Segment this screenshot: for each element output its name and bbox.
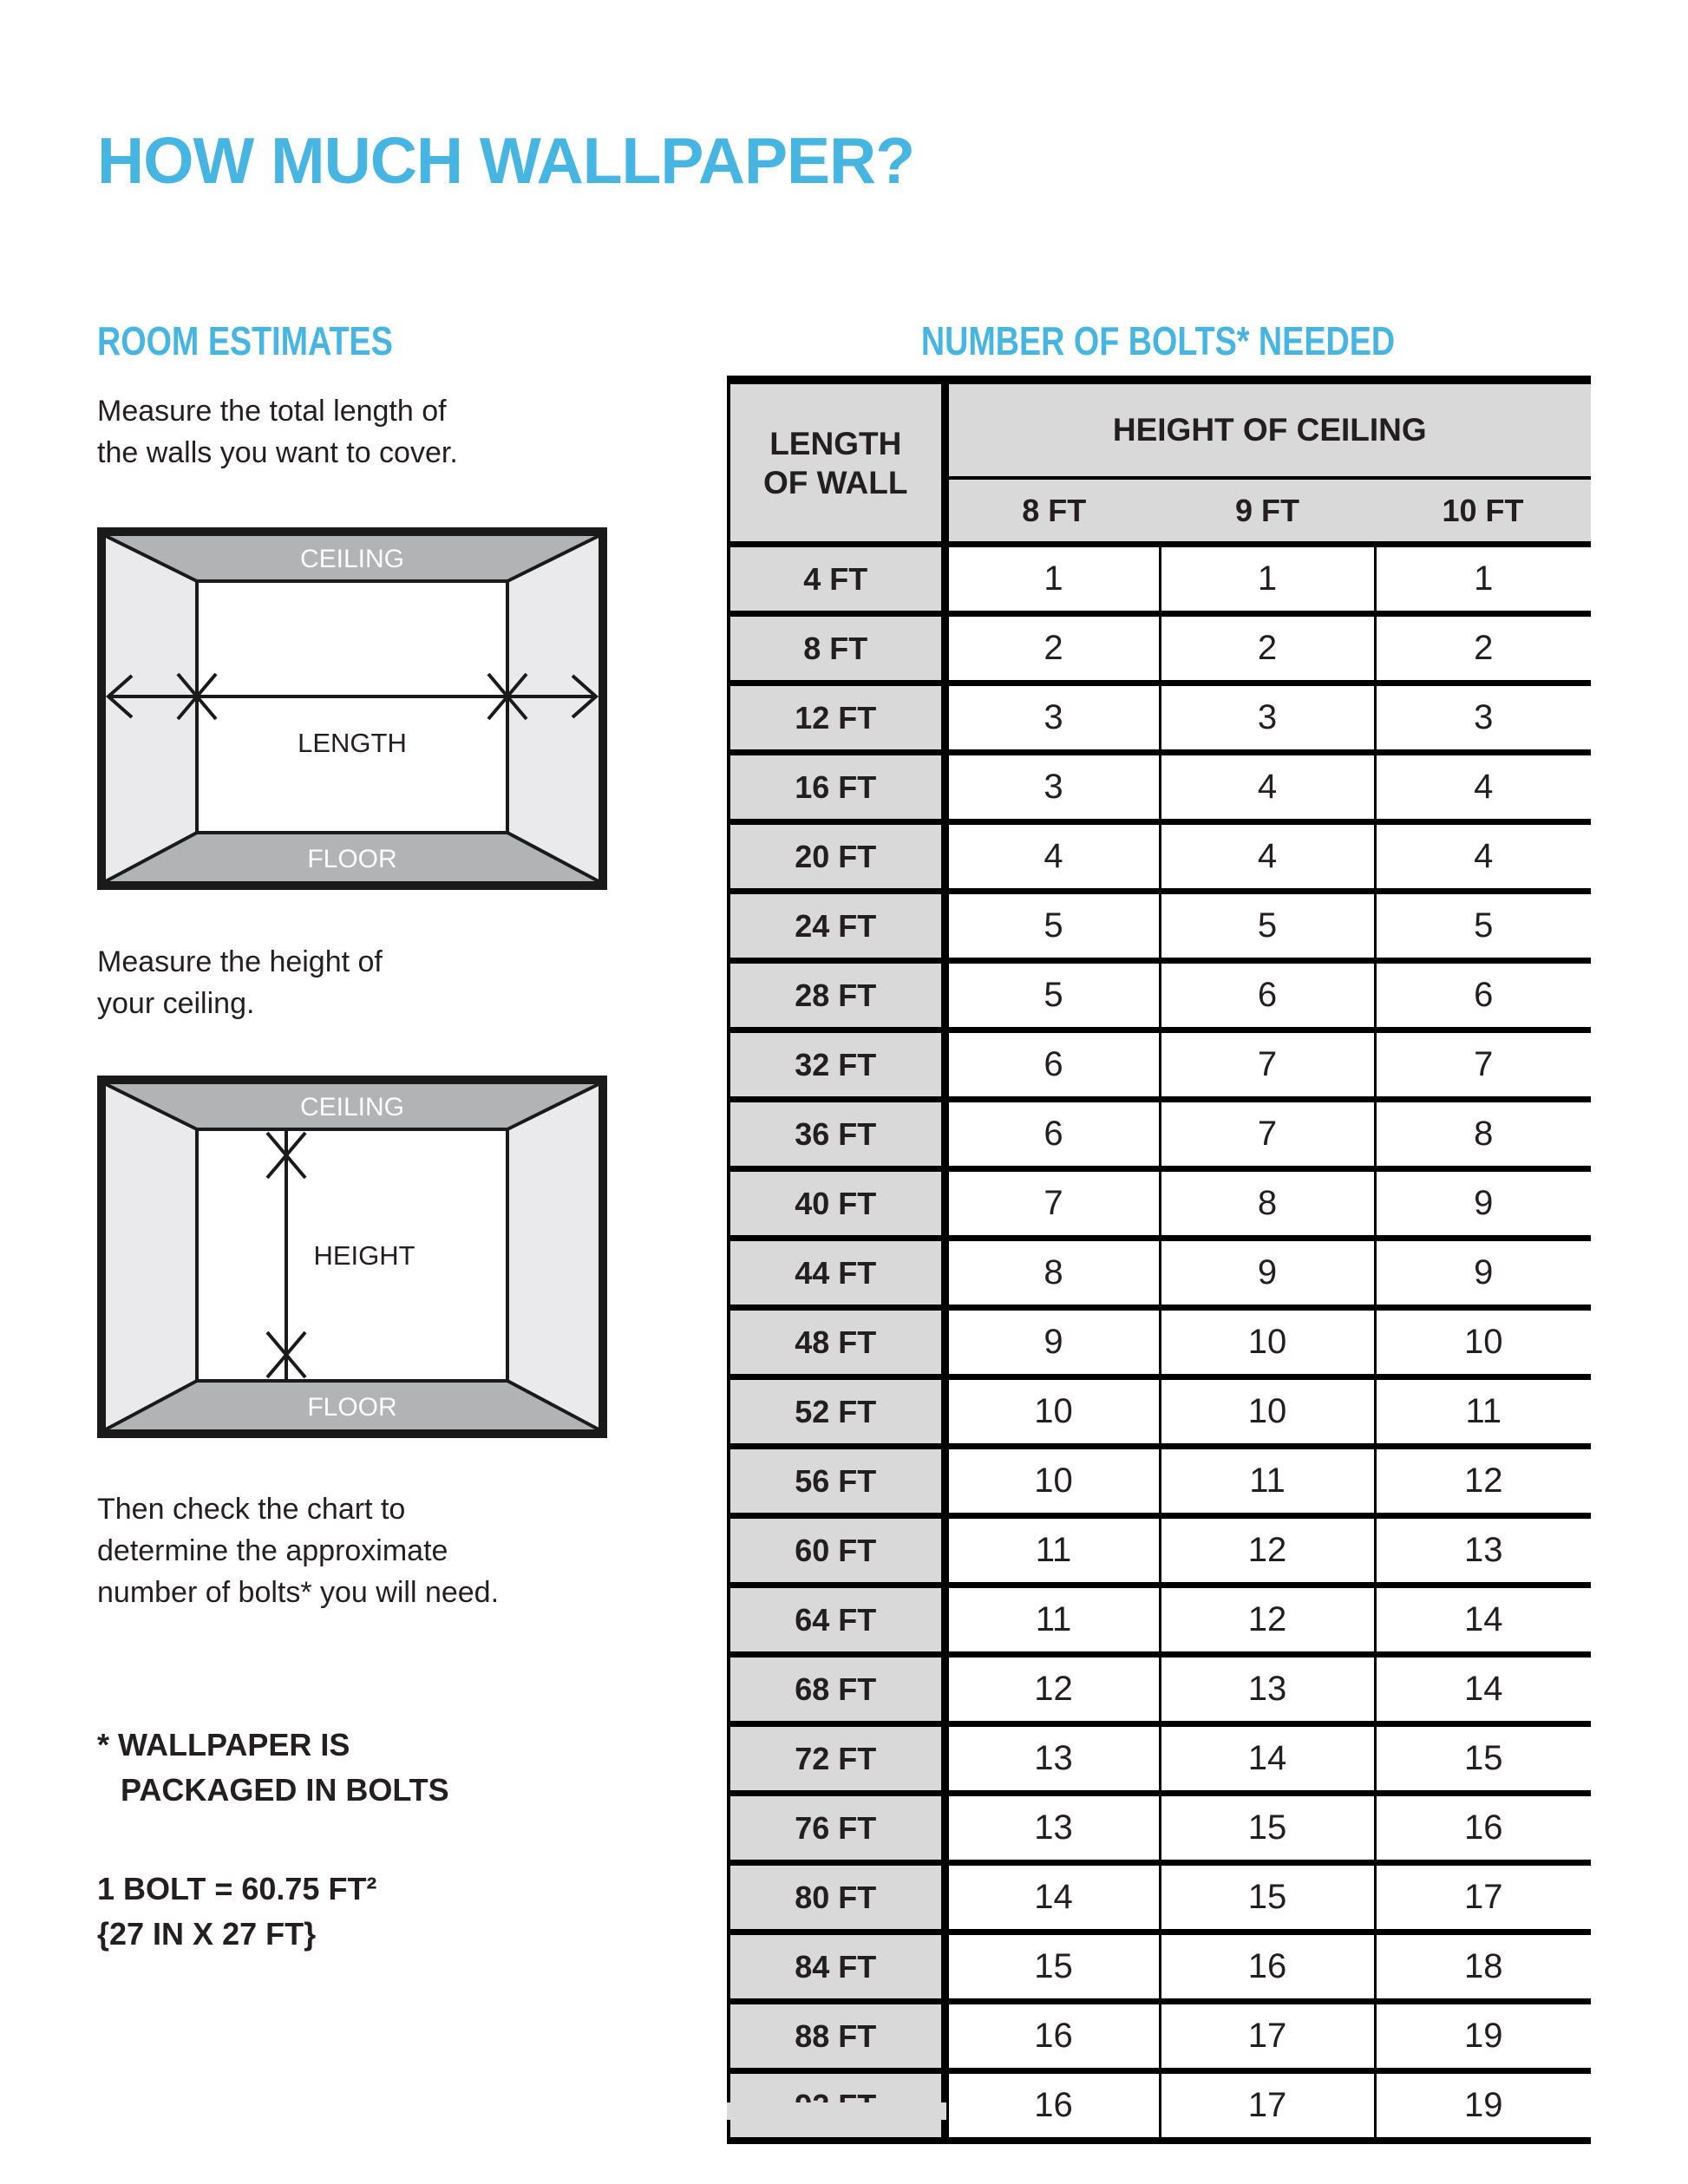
bolt-count-cell: 3 [945,753,1160,822]
wall-length-cell: 56 FT [729,1447,945,1516]
table-row [729,1239,1591,1308]
column-header-9ft: 9 FT [1160,478,1375,545]
back-wall-panel [197,581,507,833]
bolt-count-cell: 14 [1375,1586,1591,1655]
table-row [729,2002,1591,2071]
floor-label: FLOOR [307,1393,397,1422]
bolt-count-cell: 16 [945,2002,1160,2071]
bolt-count-cell: 2 [1375,614,1591,683]
bolt-size-note [97,1867,376,1957]
bolt-count-cell: 13 [945,1794,1160,1863]
wall-length-cell: 88 FT [729,2002,945,2071]
table-row [729,1655,1591,1724]
bolt-count-cell: 6 [945,1100,1160,1169]
bolt-count-cell: 16 [1160,1932,1375,2002]
bolt-count-cell: 19 [1375,2002,1591,2071]
bolt-count-cell: 7 [945,1169,1160,1239]
bolts-table-title: NUMBER OF BOLTS* NEEDED [920,318,1396,363]
row-header-line: OF WALL [763,464,908,500]
column-group-header: HEIGHT OF CEILING [945,380,1591,478]
bolt-count-cell: 10 [1160,1308,1375,1377]
table-row [729,1932,1591,2002]
bolt-count-cell: 3 [1160,683,1375,753]
bolt-count-cell: 4 [1160,753,1375,822]
wall-length-cell: 8 FT [729,614,945,683]
wall-length-cell: 4 FT [729,545,945,614]
bolt-count-cell: 7 [1160,1030,1375,1100]
bolt-count-cell: 10 [1160,1377,1375,1447]
wall-length-cell: 32 FT [729,1030,945,1100]
table-footer-strip [727,2102,946,2120]
text-line: the walls you want to cover. [97,436,458,469]
bolt-count-cell: 10 [945,1377,1160,1447]
bolt-count-cell: 12 [1375,1447,1591,1516]
bolt-count-cell: 12 [945,1655,1160,1724]
wall-length-cell: 20 FT [729,822,945,892]
bolt-count-cell: 8 [1375,1100,1591,1169]
table-row [729,614,1591,683]
row-group-header [729,380,945,545]
wall-length-cell: 44 FT [729,1239,945,1308]
table-row [729,1794,1591,1863]
bolt-count-cell: 5 [945,892,1160,961]
table-row [729,892,1591,961]
bolt-count-cell: 12 [1160,1586,1375,1655]
bolt-count-cell: 8 [1160,1169,1375,1239]
table-row [729,683,1591,753]
bolt-count-cell: 11 [1160,1447,1375,1516]
text-line: * WALLPAPER IS [97,1727,350,1762]
table-row [729,1863,1591,1932]
bolt-count-cell: 5 [1375,892,1591,961]
table-row [729,545,1591,614]
wall-length-cell: 48 FT [729,1308,945,1377]
text-line: number of bolts* you will need. [97,1576,500,1609]
row-header-line: LENGTH [769,425,902,461]
bolt-count-cell: 9 [1375,1239,1591,1308]
bolt-count-cell: 3 [945,683,1160,753]
table-row [729,822,1591,892]
bolt-count-cell: 1 [945,545,1160,614]
bolt-count-cell: 7 [1375,1030,1591,1100]
wall-length-cell: 76 FT [729,1794,945,1863]
bolt-count-cell: 7 [1160,1100,1375,1169]
wall-length-cell: 80 FT [729,1863,945,1932]
bolt-count-cell: 1 [1160,545,1375,614]
bolt-count-cell: 11 [945,1586,1160,1655]
bolt-count-cell: 5 [1160,892,1375,961]
table-row [729,1169,1591,1239]
bolt-count-cell: 2 [945,614,1160,683]
ceiling-label: CEILING [299,1093,405,1121]
bolt-count-cell: 9 [1375,1169,1591,1239]
check-chart-instruction [97,1488,499,1613]
bolt-count-cell: 2 [1160,614,1375,683]
right-wall-panel [507,1084,599,1429]
wall-length-cell: 28 FT [729,961,945,1030]
bolt-count-cell: 16 [945,2071,1160,2141]
wall-length-cell: 52 FT [729,1377,945,1447]
table-row [729,753,1591,822]
bolt-count-cell: 15 [945,1932,1160,2002]
wall-length-cell: 60 FT [729,1516,945,1586]
bolt-count-cell: 18 [1375,1932,1591,2002]
bolt-count-cell: 14 [1160,1724,1375,1794]
bolt-count-cell: 14 [945,1863,1160,1932]
bolt-count-cell: 15 [1160,1863,1375,1932]
bolt-count-cell: 6 [1375,961,1591,1030]
bolt-count-cell: 17 [1160,2071,1375,2141]
bolt-count-cell: 5 [945,961,1160,1030]
wall-length-cell: 72 FT [729,1724,945,1794]
bolt-count-cell: 13 [1160,1655,1375,1724]
height-label: HEIGHT [313,1240,415,1271]
wall-length-cell: 36 FT [729,1100,945,1169]
bolt-count-cell: 6 [1160,961,1375,1030]
wall-length-cell: 12 FT [729,683,945,753]
bolt-count-cell: 10 [945,1447,1160,1516]
bolt-count-cell: 17 [1160,2002,1375,2071]
bolt-count-cell: 10 [1375,1308,1591,1377]
text-line: PACKAGED IN BOLTS [121,1772,449,1808]
length-label: LENGTH [298,728,407,758]
bolt-count-cell: 19 [1375,2071,1591,2141]
wall-length-cell: 16 FT [729,753,945,822]
bolt-count-cell: 4 [1160,822,1375,892]
bolt-count-cell: 13 [1375,1516,1591,1586]
table-row [729,1030,1591,1100]
text-line: Then check the chart to [97,1493,406,1526]
table-row [729,1308,1591,1377]
bolt-count-cell: 14 [1375,1655,1591,1724]
table-row [729,1724,1591,1794]
bolt-count-cell: 4 [945,822,1160,892]
ceiling-label: CEILING [299,545,405,573]
table-row [729,961,1591,1030]
table-row [729,1100,1591,1169]
bolts-needed-table [727,376,1591,2144]
text-line: 1 BOLT = 60.75 FT² [97,1871,377,1906]
measure-height-instruction [97,941,383,1024]
left-wall-panel [106,1084,197,1429]
bolt-count-cell: 8 [945,1239,1160,1308]
bolt-count-cell: 9 [1160,1239,1375,1308]
room-height-diagram [97,1076,607,1438]
wall-length-cell: 40 FT [729,1169,945,1239]
bolt-count-cell: 9 [945,1308,1160,1377]
bolt-count-cell: 16 [1375,1794,1591,1863]
page-title: HOW MUCH WALLPAPER? [97,124,915,198]
bolt-count-cell: 1 [1375,545,1591,614]
table-row [729,1586,1591,1655]
room-length-diagram [97,527,607,890]
wall-length-cell: 68 FT [729,1655,945,1724]
bolt-count-cell: 11 [945,1516,1160,1586]
bolt-count-cell: 15 [1160,1794,1375,1863]
bolt-count-cell: 17 [1375,1863,1591,1932]
bolt-count-cell: 4 [1375,753,1591,822]
wall-length-cell: 24 FT [729,892,945,961]
room-estimates-heading: ROOM ESTIMATES [97,318,393,363]
bolt-count-cell: 6 [945,1030,1160,1100]
bolt-count-cell: 15 [1375,1724,1591,1794]
floor-label: FLOOR [307,845,397,873]
text-line: your ceiling. [97,987,255,1020]
bolt-count-cell: 13 [945,1724,1160,1794]
table-row [729,1516,1591,1586]
text-line: Measure the height of [97,945,383,978]
column-header-8ft: 8 FT [945,478,1160,545]
table-row [729,1447,1591,1516]
bolt-count-cell: 3 [1375,683,1591,753]
table-row [729,1377,1591,1447]
bolt-count-cell: 4 [1375,822,1591,892]
text-line: Measure the total length of [97,395,447,428]
bolts-footnote [97,1723,449,1813]
column-header-10ft: 10 FT [1375,478,1591,545]
text-line: determine the approximate [97,1534,448,1567]
bolt-count-cell: 12 [1160,1516,1375,1586]
bolt-count-cell: 11 [1375,1377,1591,1447]
text-line: {27 IN X 27 FT} [97,1916,317,1952]
wall-length-cell: 84 FT [729,1932,945,2002]
measure-length-instruction [97,390,458,474]
wall-length-cell: 64 FT [729,1586,945,1655]
